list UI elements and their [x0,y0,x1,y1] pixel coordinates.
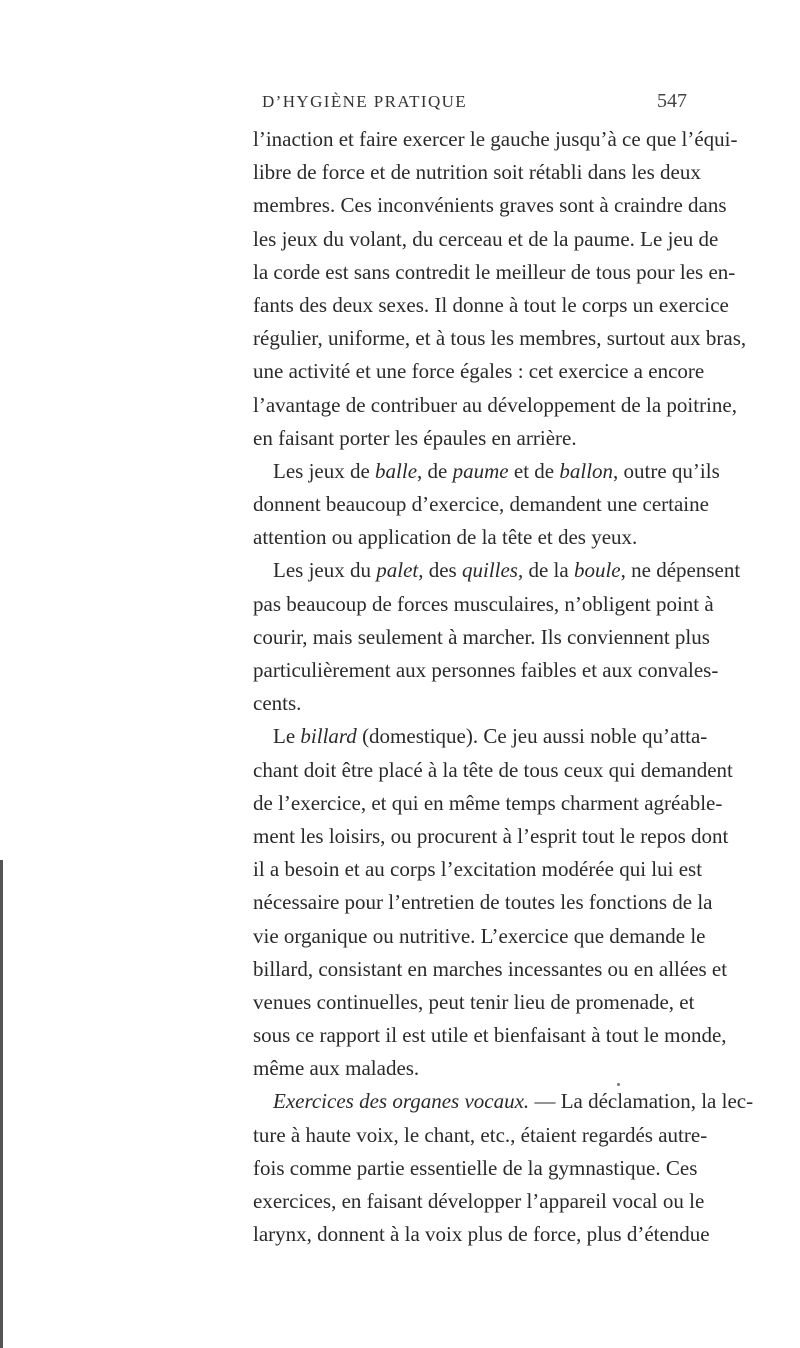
text-segment: ture à haute voix, le chant, etc., étaient regardés autre- [253,1122,708,1147]
text-segment: courir, mais seulement à marcher. Ils conviennent plus [253,624,710,649]
text-line [253,787,723,820]
text-segment: — La déclamation, la lec- [529,1089,754,1114]
text-segment: Les jeux de [273,458,376,483]
text-segment: , de [417,458,453,483]
text-line [253,754,733,787]
text-segment: l’inaction et faire exercer le gauche jusqu’à ce que l’équi- [253,127,738,151]
text-segment: , de la [517,558,574,583]
text-line [253,1119,708,1152]
text-segment: Les jeux du [273,558,377,583]
text-line [253,1185,705,1218]
text-segment: pas beaucoup de forces musculaires, n’obligent point à [253,591,714,616]
text-line [253,289,729,322]
text-segment: fois comme partie essentielle de la gymnastique. Ces [253,1155,698,1180]
text-segment: la corde est sans contredit le meilleur de tous pour les en- [253,259,736,284]
text-line [253,123,738,156]
italic-term: paume [452,458,509,483]
text-line [253,687,683,720]
text-segment: , ne dépensent [620,558,741,583]
text-line [253,422,683,455]
ink-speck [617,1083,620,1086]
italic-term: boule [573,558,621,583]
text-segment: particulièrement aux personnes faibles et aux convales- [253,658,719,682]
page-header [0,92,800,122]
text-segment: , des [418,558,462,583]
text-segment: exercices, en faisant développer l’appareil vocal ou le [253,1189,705,1213]
text-line [253,521,683,554]
text-line [253,455,720,488]
text-segment: cents. [253,691,302,716]
italic-term: ballon [559,458,614,483]
text-segment: billard, consistant en marches incessantes ou en allées et [253,956,728,981]
text-line [253,720,708,753]
italic-term: palet [376,558,419,583]
text-segment: sous ce rapport il est utile et bienfaisant à tout le monde, [253,1023,727,1048]
italic-term: billard [300,724,357,749]
text-line [253,986,695,1019]
text-segment: fants des deux sexes. Il donne à tout le corps un exercice [253,292,729,317]
italic-term: balle [375,458,418,483]
text-segment: nécessaire pour l’entretien de toutes les fonctions de la [253,890,713,915]
text-line [253,256,736,289]
text-segment: vie organique ou nutritive. L’exercice que demande le [253,923,706,948]
text-segment: les jeux du volant, du cerceau et de la paume. Le jeu de [253,226,719,251]
text-line [253,953,728,986]
text-line [253,920,706,953]
text-segment: , outre qu’ils [613,458,720,483]
text-segment: ment les loisirs, ou procurent à l’esprit tout le repos dont [253,823,729,848]
text-line [253,156,701,189]
text-line [253,820,729,853]
text-segment: venues continuelles, peut tenir lieu de promenade, et [253,989,695,1014]
text-segment: chant doit être placé à la tête de tous ceux qui demandent [253,757,733,782]
text-line [253,621,710,654]
running-title: D’HYGIÈNE PRATIQUE [262,92,468,111]
section-heading-italic: Exercices des organes vocaux. [273,1089,530,1114]
text-segment: une activité et une force égales : cet exercice a encore [253,359,705,384]
italic-term: quilles [461,558,518,583]
text-line [253,554,741,587]
text-segment: régulier, uniforme, et à tous les membres, surtout aux bras, [253,326,747,351]
text-segment: même aux malades. [253,1056,420,1081]
text-line [253,654,719,687]
text-segment: attention ou application de la tête et des yeux. [253,525,638,550]
text-line [253,886,713,919]
text-line [253,389,737,422]
text-segment: il a besoin et au corps l’excitation modérée qui lui est [253,857,703,882]
text-line [253,488,709,521]
text-line [253,1052,683,1085]
page-edge-shadow [0,860,3,1348]
text-line [253,322,747,355]
text-line [253,355,705,388]
text-segment: (domestique). Ce jeu aussi noble qu’atta- [356,724,708,749]
text-line [253,1019,727,1052]
text-segment: membres. Ces inconvénients graves sont à craindre dans [253,193,727,218]
text-segment: en faisant porter les épaules en arrière. [253,425,577,450]
text-line [253,588,714,621]
text-segment: larynx, donnent à la voix plus de force, plus d’étendue [253,1222,710,1247]
text-line [253,1218,710,1251]
text-line [253,853,703,886]
text-line [253,189,727,222]
text-line [253,1085,754,1118]
page-number: 547 [657,90,687,112]
text-segment: donnent beaucoup d’exercice, demandent une certaine [253,492,709,517]
text-segment: de l’exercice, et qui en même temps charment agréable- [253,790,723,815]
text-segment: l’avantage de contribuer au développement de la poitrine, [253,392,737,417]
text-segment: libre de force et de nutrition soit rétabli dans les deux [253,160,701,185]
text-line [253,1152,698,1185]
text-segment: Le [273,724,301,749]
text-segment: et de [508,458,560,483]
text-line [253,223,719,256]
